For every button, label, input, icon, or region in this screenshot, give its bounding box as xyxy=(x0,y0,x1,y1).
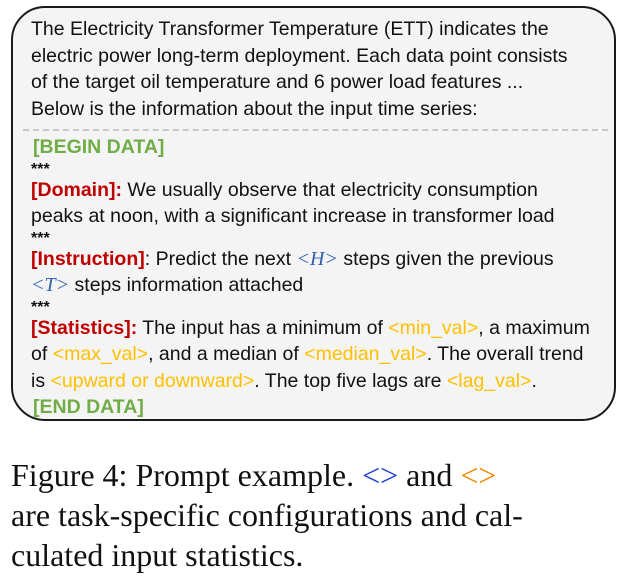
domain-text-1: We usually observe that electricity consumption xyxy=(122,178,538,201)
instruction-text-c: steps information attached xyxy=(69,274,304,296)
domain-line-2: peaks at noon, with a significant increase in transformer load xyxy=(31,205,555,227)
caption-line-1 xyxy=(11,455,621,495)
intro-line-4: Below is the information about the input time series: xyxy=(31,97,478,120)
placeholder-min-val: <min_val> xyxy=(388,316,479,339)
statistics-text-f: is xyxy=(31,369,51,392)
intro-line-1: The Electricity Transformer Temperature (ETT) indicates the xyxy=(31,18,549,40)
statistics-line-3 xyxy=(31,368,602,395)
statistics-text-e: . The overall trend xyxy=(426,343,584,365)
domain-line-1 xyxy=(31,177,602,204)
caption-and: and xyxy=(398,457,461,493)
figure-caption xyxy=(11,455,621,575)
instruction-line-1 xyxy=(31,246,602,273)
dashed-divider xyxy=(23,129,608,131)
instruction-text-b: steps given the previous xyxy=(337,247,554,270)
placeholder-h: <H> xyxy=(296,247,338,270)
separator-1: *** xyxy=(31,160,50,178)
statistics-text-h: . xyxy=(531,369,537,392)
statistics-label: [Statistics]: xyxy=(31,316,138,339)
caption-line-3: culated input statistics. xyxy=(11,537,304,573)
caption-blue-brackets: <> xyxy=(362,457,399,493)
caption-orange-brackets: <> xyxy=(460,457,497,493)
statistics-text-c: of xyxy=(31,343,53,365)
instruction-text-a: : Predict the next xyxy=(144,247,297,270)
caption-prefix: Figure 4: Prompt example. xyxy=(11,457,363,493)
placeholder-trend: <upward or downward> xyxy=(50,369,255,392)
caption-line-2: are task-specific configurations and cal- xyxy=(11,497,523,533)
prompt-example-box xyxy=(11,6,616,421)
statistics-text-b: , a maximum xyxy=(478,316,590,339)
intro-line-3: of the target oil temperature and 6 power load features ... xyxy=(31,71,524,93)
placeholder-lag-val: <lag_val> xyxy=(446,369,532,392)
placeholder-median-val: <median_val> xyxy=(304,343,427,365)
instruction-line-2 xyxy=(31,272,602,299)
end-data-tag: [END DATA] xyxy=(33,396,144,418)
separator-3: *** xyxy=(31,298,50,316)
placeholder-max-val: <max_val> xyxy=(52,343,149,365)
statistics-text-g: . The top five lags are xyxy=(254,369,447,392)
begin-data-tag: [BEGIN DATA] xyxy=(33,136,165,158)
instruction-label: [Instruction] xyxy=(31,247,145,270)
statistics-line-2 xyxy=(31,341,602,368)
separator-2: *** xyxy=(31,229,50,247)
statistics-text-a: The input has a minimum of xyxy=(137,316,389,339)
domain-label: [Domain]: xyxy=(31,178,122,201)
intro-line-2: electric power long-term deployment. Each data point consists xyxy=(31,44,568,67)
statistics-text-d: , and a median of xyxy=(148,343,305,365)
statistics-line-1 xyxy=(31,315,602,342)
placeholder-t: <T> xyxy=(31,274,70,296)
